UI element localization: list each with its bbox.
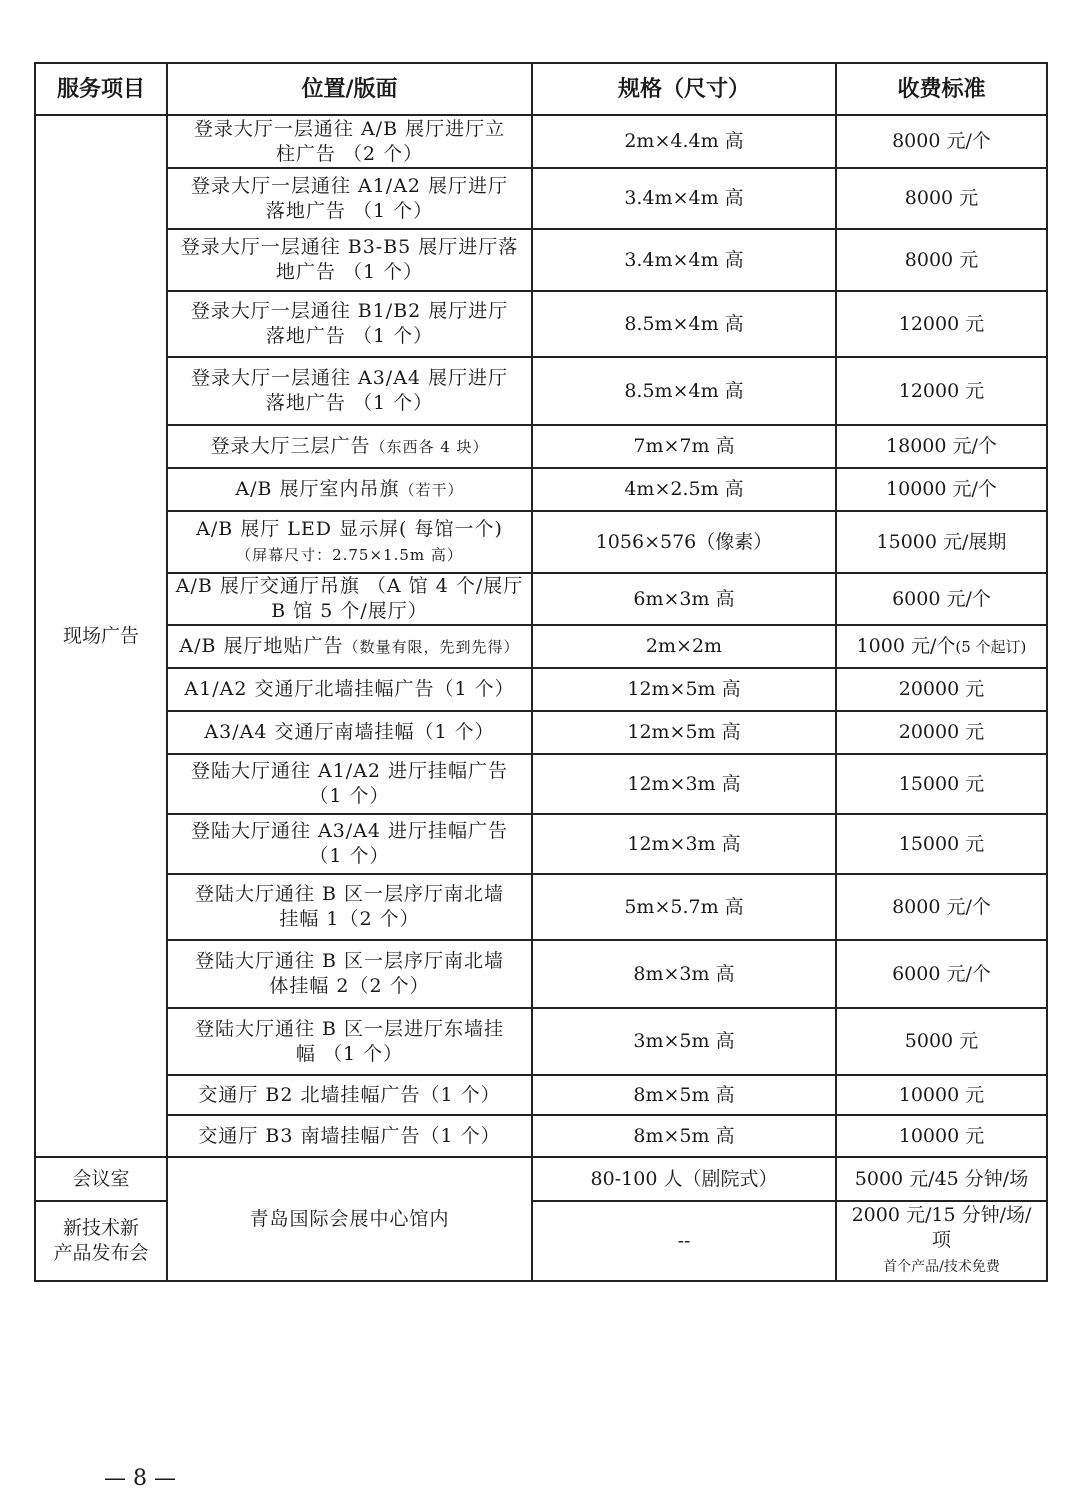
position-cell	[167, 668, 532, 711]
spec-cell: 12m×3m 高	[532, 814, 836, 874]
fee-value: 8000 元	[904, 248, 979, 271]
position-cell	[167, 357, 532, 425]
position-cell	[167, 468, 532, 511]
table-row	[35, 1008, 1047, 1075]
fee-cell	[836, 1115, 1047, 1157]
position-line-1: A1/A2 交通厅北墙挂幅广告（1 个）	[184, 678, 515, 700]
fee-value: 10000 元/个	[886, 478, 997, 500]
fee-value: 10000 元	[898, 1124, 985, 1147]
spec-cell: 3m×5m 高	[532, 1008, 836, 1075]
position-line-1: 登陆大厅通往 B 区一层序厅南北墙	[194, 883, 505, 905]
table-row-meeting	[35, 1157, 1047, 1201]
position-cell	[167, 814, 532, 874]
position-note: （数量有限，先到先得）	[343, 637, 520, 656]
header-service: 服务项目	[35, 63, 167, 115]
fee-cell	[836, 940, 1047, 1008]
table-row	[35, 754, 1047, 814]
position-cell	[167, 625, 532, 668]
table-body	[35, 115, 1047, 1281]
table-row	[35, 511, 1047, 573]
fee-value: 6000 元/个	[892, 962, 991, 985]
position-line-1: 交通厅 B3 南墙挂幅广告（1 个）	[198, 1124, 501, 1147]
header-spec: 规格（尺寸）	[532, 63, 836, 115]
position-cell	[167, 1115, 532, 1157]
position-cell	[167, 711, 532, 754]
fee-value: 20000 元	[898, 678, 985, 700]
position-line-1: 登陆大厅通往 B 区一层序厅南北墙	[194, 950, 505, 972]
fee-value: 15000 元	[898, 772, 985, 795]
fee-value: 18000 元/个	[886, 435, 997, 457]
spec-cell: 12m×3m 高	[532, 754, 836, 814]
fee-cell	[836, 291, 1047, 357]
position-line-2: 落地广告 （1 个）	[265, 392, 434, 414]
service-group-onsite: 现场广告	[35, 115, 167, 1157]
spec-cell: 2m×2m	[532, 625, 836, 668]
position-cell	[167, 168, 532, 229]
fee-value: 8000 元/个	[892, 130, 991, 152]
fee-value: 8000 元	[904, 187, 979, 209]
table-row	[35, 940, 1047, 1008]
table-row	[35, 1115, 1047, 1157]
fee-cell	[836, 625, 1047, 668]
fee-cell	[836, 1008, 1047, 1075]
table-row	[35, 115, 1047, 168]
page-number: — 8 —	[104, 1466, 176, 1491]
spec-cell: --	[532, 1201, 836, 1281]
table-row	[35, 425, 1047, 468]
fee-cell	[836, 874, 1047, 940]
table-row	[35, 625, 1047, 668]
service-line-1: 新技术新	[62, 1217, 139, 1239]
fee-table	[34, 62, 1048, 1282]
fee-value: 6000 元/个	[892, 587, 991, 610]
position-cell	[167, 1075, 532, 1115]
position-line-2: （1 个）	[309, 845, 390, 867]
spec-cell: 4m×2.5m 高	[532, 468, 836, 511]
position-cell	[167, 291, 532, 357]
fee-cell	[836, 229, 1047, 291]
table-row	[35, 814, 1047, 874]
spec-cell: 6m×3m 高	[532, 573, 836, 625]
spec-cell: 8.5m×4m 高	[532, 357, 836, 425]
spec-cell: 7m×7m 高	[532, 425, 836, 468]
spec-cell: 8m×5m 高	[532, 1115, 836, 1157]
position-line-2: B 馆 5 个/展厅）	[271, 600, 428, 622]
fee-cell	[836, 357, 1047, 425]
position-cell	[167, 229, 532, 291]
position-line-2: 体挂幅 2（2 个）	[269, 975, 430, 997]
spec-cell: 3.4m×4m 高	[532, 168, 836, 229]
table-row	[35, 291, 1047, 357]
table-row	[35, 668, 1047, 711]
position-line-1: A3/A4 交通厅南墙挂幅（1 个）	[204, 721, 495, 743]
spec-cell: 8m×3m 高	[532, 940, 836, 1008]
spec-cell: 12m×5m 高	[532, 668, 836, 711]
position-line-1: A/B 展厅地贴广告	[179, 634, 344, 657]
position-line-1: A/B 展厅室内吊旗	[235, 477, 400, 500]
position-cell	[167, 115, 532, 168]
position-line-2: 挂幅 1（2 个）	[279, 908, 420, 930]
fee-cell	[836, 468, 1047, 511]
table-row	[35, 1075, 1047, 1115]
table-row	[35, 468, 1047, 511]
position-line-2: 地广告 （1 个）	[275, 261, 424, 283]
spec-cell: 80-100 人（剧院式）	[532, 1157, 836, 1201]
fee-cell	[836, 573, 1047, 625]
spec-cell: 1056×576（像素）	[532, 511, 836, 573]
position-line-1: 登录大厅一层通往 B3-B5 展厅进厅落	[180, 236, 519, 258]
service-line-2: 产品发布会	[53, 1242, 149, 1264]
fee-value: 12000 元	[898, 379, 985, 402]
fee-value: 20000 元	[898, 721, 985, 743]
fee-cell: 5000 元/45 分钟/场	[836, 1157, 1047, 1201]
position-line-2: （1 个）	[309, 785, 390, 807]
spec-cell: 12m×5m 高	[532, 711, 836, 754]
fee-cell	[836, 668, 1047, 711]
position-line-1: A/B 展厅交通厅吊旗 （A 馆 4 个/展厅	[175, 575, 524, 597]
spec-cell: 2m×4.4m 高	[532, 115, 836, 168]
venue-cell: 青岛国际会展中心馆内	[167, 1157, 532, 1281]
table-row	[35, 357, 1047, 425]
position-cell	[167, 511, 532, 573]
table-row	[35, 874, 1047, 940]
position-line-1: 登陆大厅通往 A1/A2 进厅挂幅广告	[190, 760, 509, 782]
spec-cell: 8m×5m 高	[532, 1075, 836, 1115]
position-line-1: 登陆大厅通往 A3/A4 进厅挂幅广告	[190, 820, 509, 842]
fee-value: 15000 元/展期	[876, 530, 1007, 553]
fee-line-2: 首个产品/技术免费	[883, 1258, 1000, 1275]
position-line-1: A/B 展厅 LED 显示屏( 每馆一个)	[196, 517, 503, 540]
position-line-1: 登录大厅一层通往 A/B 展厅进厅立	[193, 117, 506, 140]
fee-value: 1000 元/个	[856, 634, 956, 657]
fee-cell	[836, 115, 1047, 168]
position-cell	[167, 1008, 532, 1075]
fee-value: 10000 元	[898, 1083, 985, 1106]
position-line-1: 交通厅 B2 北墙挂幅广告（1 个）	[198, 1083, 501, 1106]
position-line-1: 登录大厅三层广告	[210, 434, 371, 457]
position-line-2: 幅 （1 个）	[295, 1042, 404, 1065]
position-cell	[167, 754, 532, 814]
fee-note: (5 个起订)	[955, 637, 1027, 656]
service-product-launch	[35, 1201, 167, 1281]
fee-cell	[836, 1201, 1047, 1281]
position-line-2: 落地广告 （1 个）	[265, 199, 434, 222]
fee-value: 8000 元/个	[892, 895, 991, 918]
fee-cell	[836, 425, 1047, 468]
spec-cell: 3.4m×4m 高	[532, 229, 836, 291]
position-cell	[167, 573, 532, 625]
position-note: （若干）	[399, 480, 464, 499]
fee-cell	[836, 511, 1047, 573]
fee-cell	[836, 814, 1047, 874]
fee-value: 15000 元	[898, 832, 985, 855]
header-position: 位置/版面	[167, 63, 532, 115]
header-fee: 收费标准	[836, 63, 1047, 115]
position-line-1: 登陆大厅通往 B 区一层进厅东墙挂	[194, 1017, 505, 1040]
position-line-1: 登录大厅一层通往 B1/B2 展厅进厅	[190, 300, 509, 322]
fee-cell	[836, 1075, 1047, 1115]
fee-cell	[836, 711, 1047, 754]
table-header-row	[35, 63, 1047, 115]
position-cell	[167, 940, 532, 1008]
position-line-2: 柱广告 （2 个）	[275, 142, 424, 165]
fee-line-1: 2000 元/15 分钟/场/项	[851, 1203, 1032, 1251]
fee-value: 5000 元	[904, 1030, 979, 1052]
spec-cell: 5m×5.7m 高	[532, 874, 836, 940]
position-line-1: 登录大厅一层通往 A3/A4 展厅进厅	[190, 367, 509, 389]
position-line-2: （屏幕尺寸：2.75×1.5m 高）	[236, 545, 463, 564]
spec-cell: 8.5m×4m 高	[532, 291, 836, 357]
table-row	[35, 573, 1047, 625]
fee-cell	[836, 754, 1047, 814]
service-meeting-room: 会议室	[35, 1157, 167, 1201]
fee-value: 12000 元	[898, 312, 985, 335]
table-row	[35, 229, 1047, 291]
position-line-1: 登录大厅一层通往 A1/A2 展厅进厅	[190, 174, 509, 197]
position-cell	[167, 874, 532, 940]
position-cell	[167, 425, 532, 468]
table-row	[35, 711, 1047, 754]
position-note: （东西各 4 块）	[370, 437, 489, 456]
table-row	[35, 168, 1047, 229]
position-line-2: 落地广告 （1 个）	[265, 325, 434, 347]
fee-cell	[836, 168, 1047, 229]
